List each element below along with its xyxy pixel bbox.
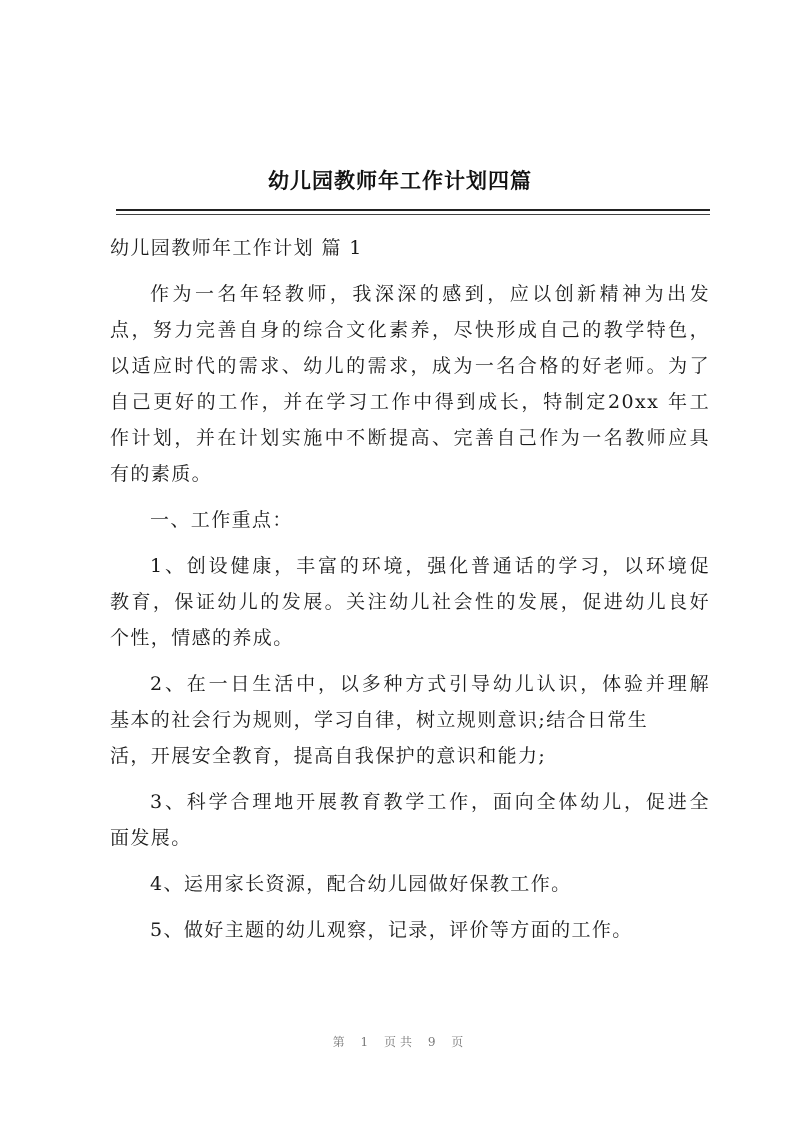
paragraph-item-2 (110, 666, 710, 774)
text-line: 5、做好主题的幼儿观察，记录，评价等方面的工作。 (150, 919, 633, 941)
text-line: 3、科学合理地开展教育教学工作，面向全体幼儿，促进全 (150, 791, 710, 813)
text-line: 一、工作重点： (150, 509, 293, 531)
footer-prefix: 第 (332, 1035, 349, 1049)
text-line: 点，努力完善自身的综合文化素养，尽快形成自己的教学特色， (110, 319, 710, 341)
title-rule-thick (116, 209, 710, 211)
footer-total-pages: 9 (427, 1035, 440, 1049)
text-line: 教育，保证幼儿的发展。关注幼儿社会性的发展，促进幼儿良好 (110, 591, 710, 613)
text-line: 活，开展安全教育，提高自我保护的意识和能力; (110, 745, 547, 767)
text-line: 有的素质。 (110, 463, 213, 485)
text-line: 2、在一日生活中，以多种方式引导幼儿认识，体验并理解 (150, 673, 710, 695)
document-title: 幼儿园教师年工作计划四篇 (268, 169, 532, 193)
page-footer (0, 1033, 800, 1050)
text-line: 基本的社会行为规则，学习自律，树立规则意识;结合日常生 (110, 709, 649, 731)
text-line: 4、运用家长资源，配合幼儿园做好保教工作。 (150, 873, 572, 895)
text-line: 自己更好的工作，并在学习工作中得到成长，特制定20xx 年工 (110, 391, 710, 413)
paragraph-item-5 (110, 912, 710, 948)
footer-page-number: 1 (360, 1035, 373, 1049)
document-body (110, 230, 710, 948)
text-line: 作计划，并在计划实施中不断提高、完善自己作为一名教师应具 (110, 427, 710, 449)
text-line: 作为一名年轻教师，我深深的感到，应以创新精神为出发 (150, 283, 710, 305)
title-rule-thin (116, 214, 710, 215)
footer-middle: 页共 (383, 1035, 416, 1049)
section-heading: 幼儿园教师年工作计划 篇 1 (110, 237, 363, 259)
paragraph-item-4 (110, 866, 710, 902)
paragraph-item-3 (110, 784, 710, 856)
paragraph-focus-heading (110, 502, 710, 538)
text-line: 1、创设健康，丰富的环境，强化普通话的学习，以环境促 (150, 555, 710, 577)
paragraph-intro (110, 276, 710, 492)
footer-suffix: 页 (451, 1035, 468, 1049)
text-line: 面发展。 (110, 827, 192, 849)
paragraph-item-1 (110, 548, 710, 656)
text-line: 以适应时代的需求、幼儿的需求，成为一名合格的好老师。为了 (110, 355, 710, 377)
text-line: 个性，情感的养成。 (110, 627, 294, 649)
